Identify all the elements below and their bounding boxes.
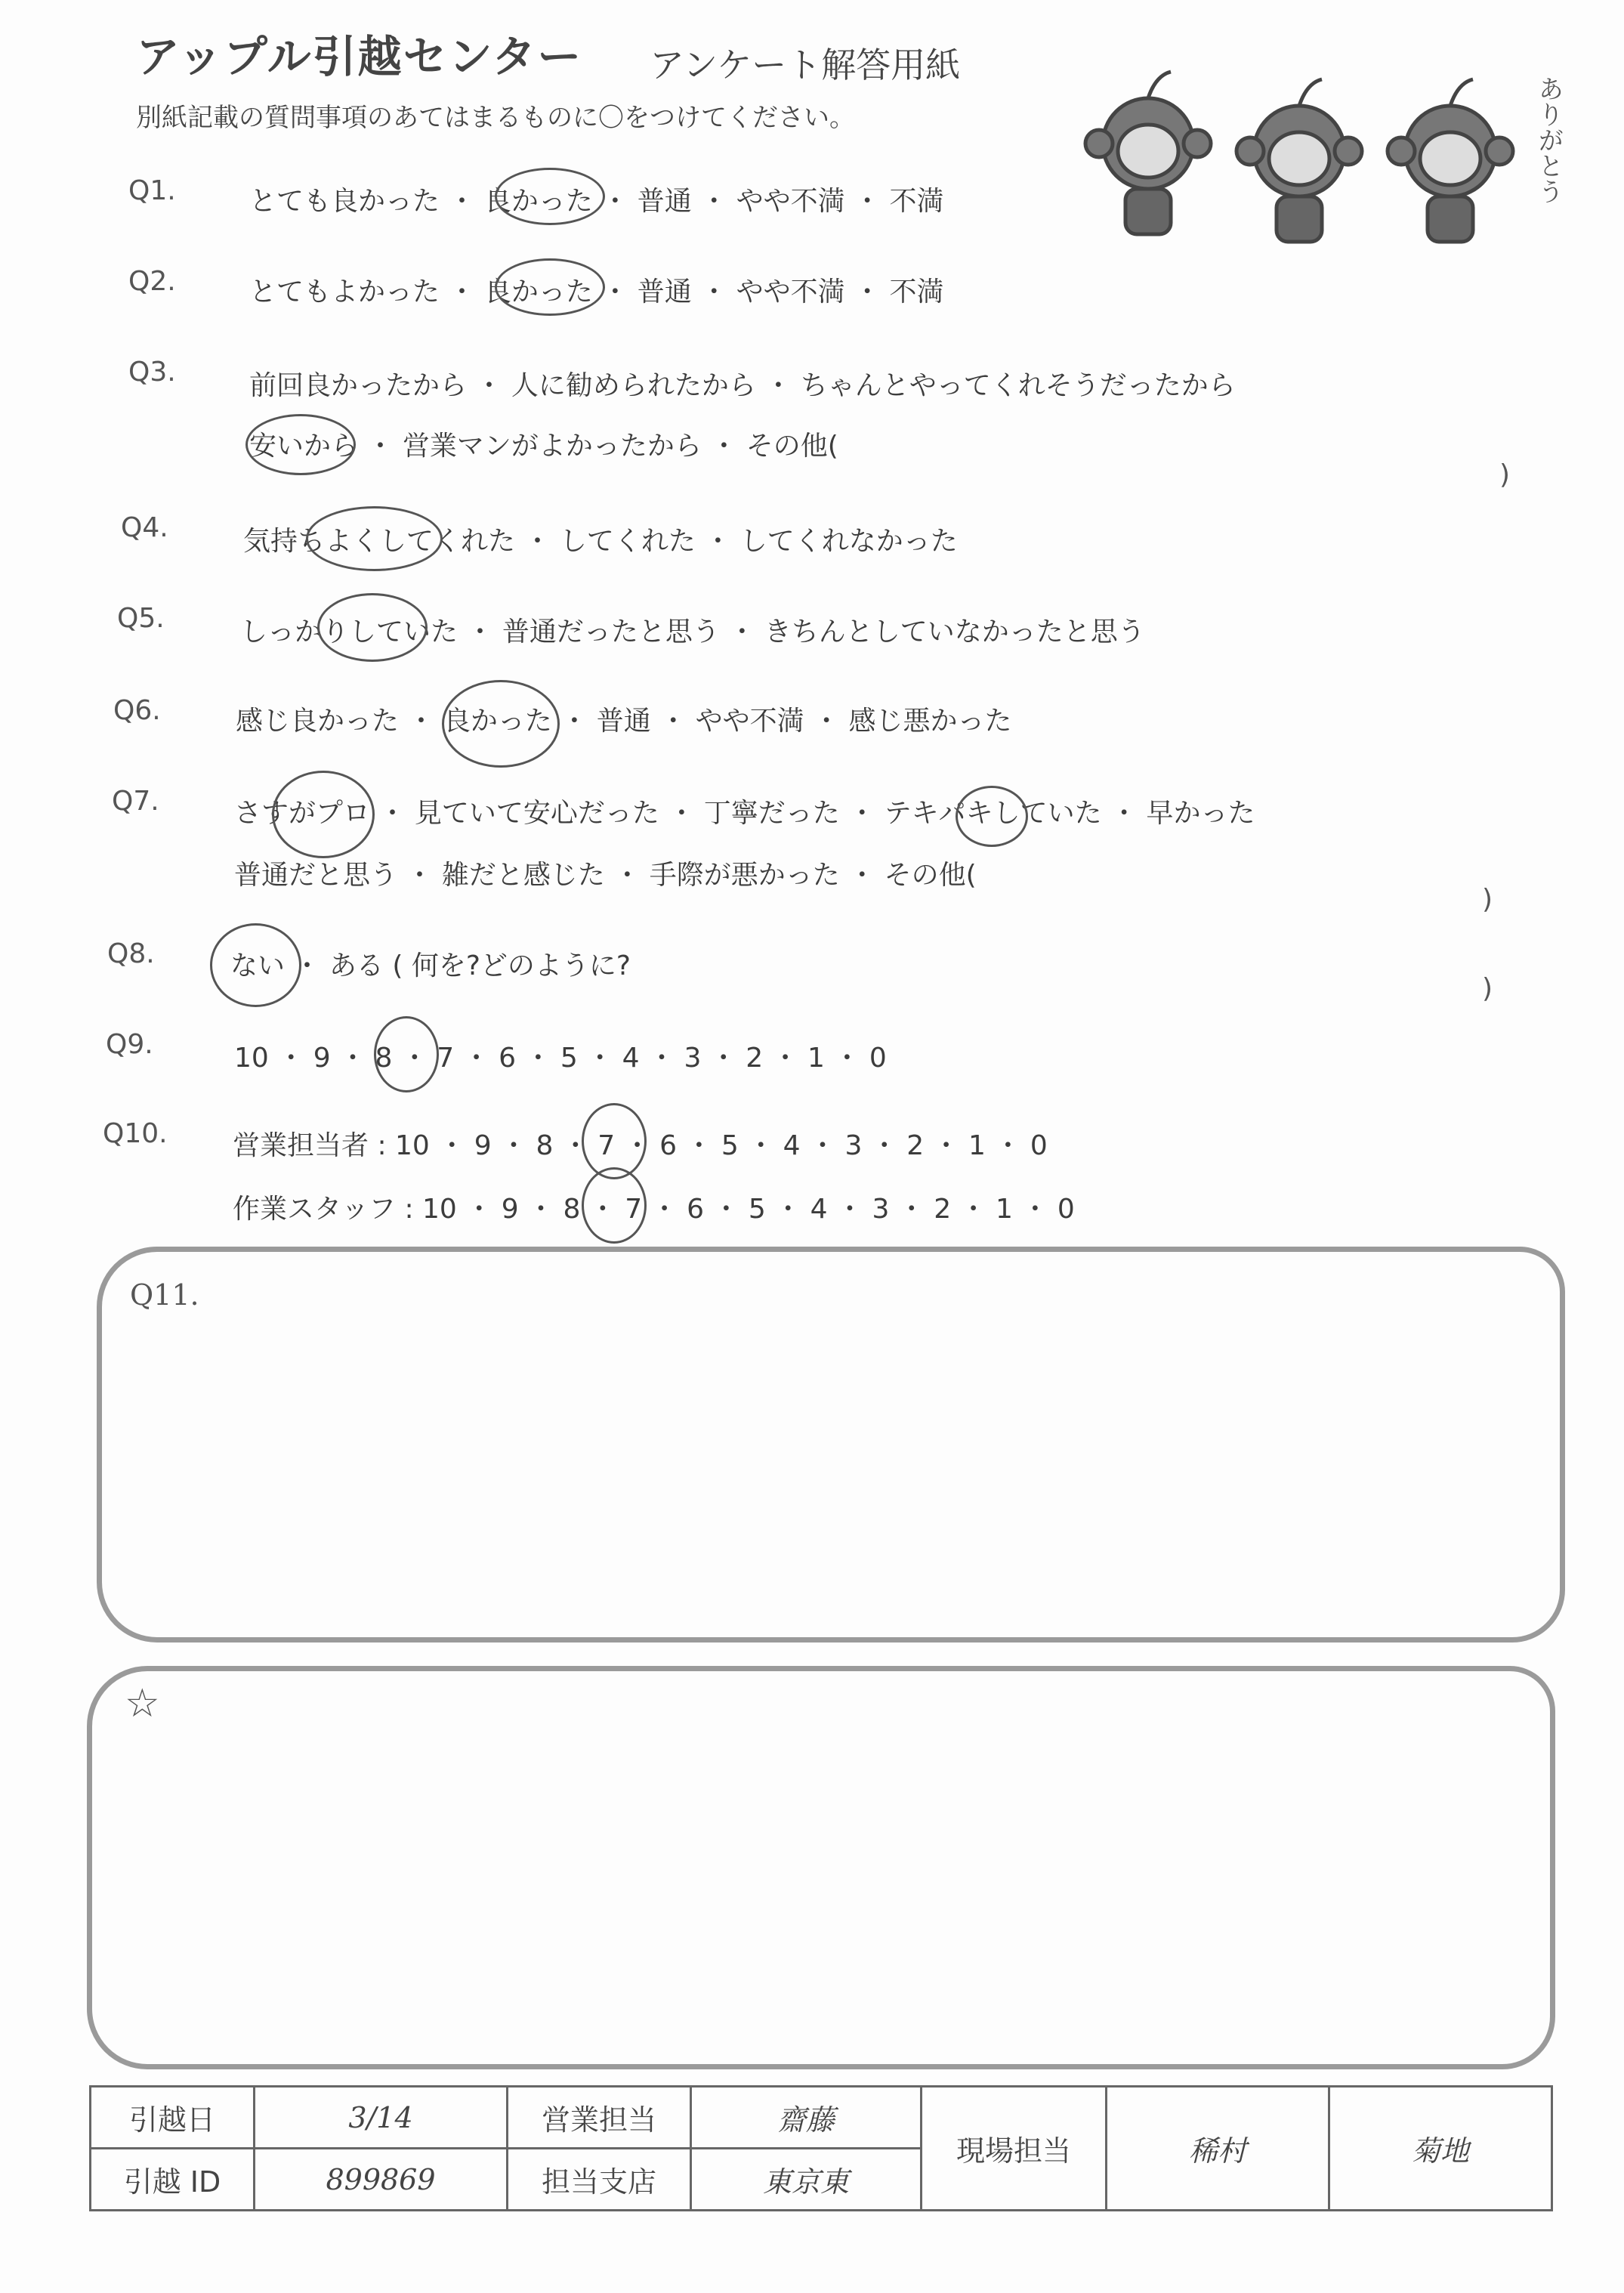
- q4-options: 気持ちよくしてくれた ・ してくれた ・ してくれなかった: [243, 526, 958, 557]
- q10-label: Q10.: [103, 1118, 168, 1149]
- q3-label: Q3.: [128, 357, 176, 388]
- q4-label: Q4.: [121, 512, 168, 543]
- site-rep-value-1[interactable]: 稀村: [1107, 2087, 1329, 2211]
- q10-staff-options: 作業スタッフ : 10 ・ 9 ・ 8 ・ 7 ・ 6 ・ 5 ・ 4 ・ 3 ・ 2 ・ 1 ・ 0: [233, 1194, 1075, 1225]
- q8-selected-circle: [210, 923, 301, 1007]
- q7-selected-circle-2: [956, 786, 1028, 847]
- instruction-text: 別紙記載の質問事項のあてはまるものに〇をつけてください。: [136, 103, 855, 133]
- q8-options: ない ・ ある ( 何を?どのように?: [230, 950, 631, 981]
- q9-label: Q9.: [106, 1029, 153, 1060]
- q5-options: しっかりしていた ・ 普通だったと思う ・ きちんとしていなかったと思う: [240, 617, 1145, 647]
- q7-options-line2: 普通だと思う ・ 雑だと感じた ・ 手際が悪かった ・ その他(: [234, 860, 977, 891]
- q6-options: 感じ良かった ・ 良かった ・ 普通 ・ やや不満 ・ 感じ悪かった: [236, 706, 1012, 737]
- star-comment-box[interactable]: [87, 1666, 1555, 2069]
- q1-selected-circle: [495, 168, 605, 225]
- sales-rep-label: 営業担当: [508, 2087, 691, 2149]
- q3-selected-circle: [245, 414, 356, 475]
- footer-info-table: [89, 2085, 1553, 2211]
- q7-close-paren: ): [1482, 884, 1493, 915]
- move-date-value[interactable]: 3/14: [255, 2087, 508, 2149]
- brand-title: アップル引越センター: [136, 31, 583, 82]
- star-icon: ☆: [125, 1681, 160, 1726]
- q2-label: Q2.: [128, 266, 176, 297]
- q11-label: Q11.: [130, 1278, 199, 1312]
- q3-options-line2: 安いから ・ 営業マンがよかったから ・ その他(: [249, 431, 838, 462]
- q5-label: Q5.: [117, 603, 165, 634]
- q6-label: Q6.: [113, 695, 161, 726]
- monkey-mascots-icon: [1065, 53, 1594, 257]
- q9-selected-circle: [374, 1016, 439, 1092]
- move-date-label: 引越日: [91, 2087, 255, 2149]
- q10-staff-selected-circle: [582, 1167, 647, 1244]
- sales-rep-value[interactable]: 齋藤: [691, 2087, 922, 2149]
- q3-close-paren: ): [1499, 459, 1511, 490]
- q9-options: 10 ・ 9 ・ 8 ・ 7 ・ 6 ・ 5 ・ 4 ・ 3 ・ 2 ・ 1 ・ 0: [234, 1043, 887, 1074]
- q6-selected-circle: [442, 680, 560, 768]
- q1-options: とても良かった ・ 良かった ・ 普通 ・ やや不満 ・ 不満: [249, 186, 944, 217]
- q2-selected-circle: [495, 258, 605, 316]
- mascot-text: ありがとう: [1533, 76, 1564, 204]
- branch-value[interactable]: 東京東: [691, 2149, 922, 2211]
- move-id-label: 引越 ID: [91, 2149, 255, 2211]
- site-rep-label: 現場担当: [922, 2087, 1107, 2211]
- q3-options-line1: 前回良かったから ・ 人に勧められたから ・ ちゃんとやってくれそうだったから: [249, 370, 1236, 401]
- q1-label: Q1.: [128, 175, 176, 206]
- q2-options: とてもよかった ・ 良かった ・ 普通 ・ やや不満 ・ 不満: [249, 277, 944, 307]
- branch-label: 担当支店: [508, 2149, 691, 2211]
- form-subtitle: アンケート解答用紙: [650, 45, 961, 85]
- q7-options-line1: さすがプロ ・ 見ていて安心だった ・ 丁寧だった ・ テキパキしていた ・ 早かった: [234, 798, 1255, 829]
- q8-close-paren: ): [1482, 973, 1493, 1004]
- q4-selected-circle: [306, 506, 443, 571]
- q5-selected-circle: [317, 593, 428, 662]
- q7-selected-circle-1: [272, 771, 375, 858]
- q8-label: Q8.: [107, 938, 155, 969]
- site-rep-value-2[interactable]: 菊地: [1329, 2087, 1552, 2211]
- q10-sales-options: 営業担当者 : 10 ・ 9 ・ 8 ・ 7 ・ 6 ・ 5 ・ 4 ・ 3 ・ 2 ・ 1 ・ 0: [233, 1130, 1048, 1161]
- q11-comment-box[interactable]: [97, 1247, 1565, 1642]
- move-id-value[interactable]: 899869: [255, 2149, 508, 2211]
- q7-label: Q7.: [112, 786, 159, 817]
